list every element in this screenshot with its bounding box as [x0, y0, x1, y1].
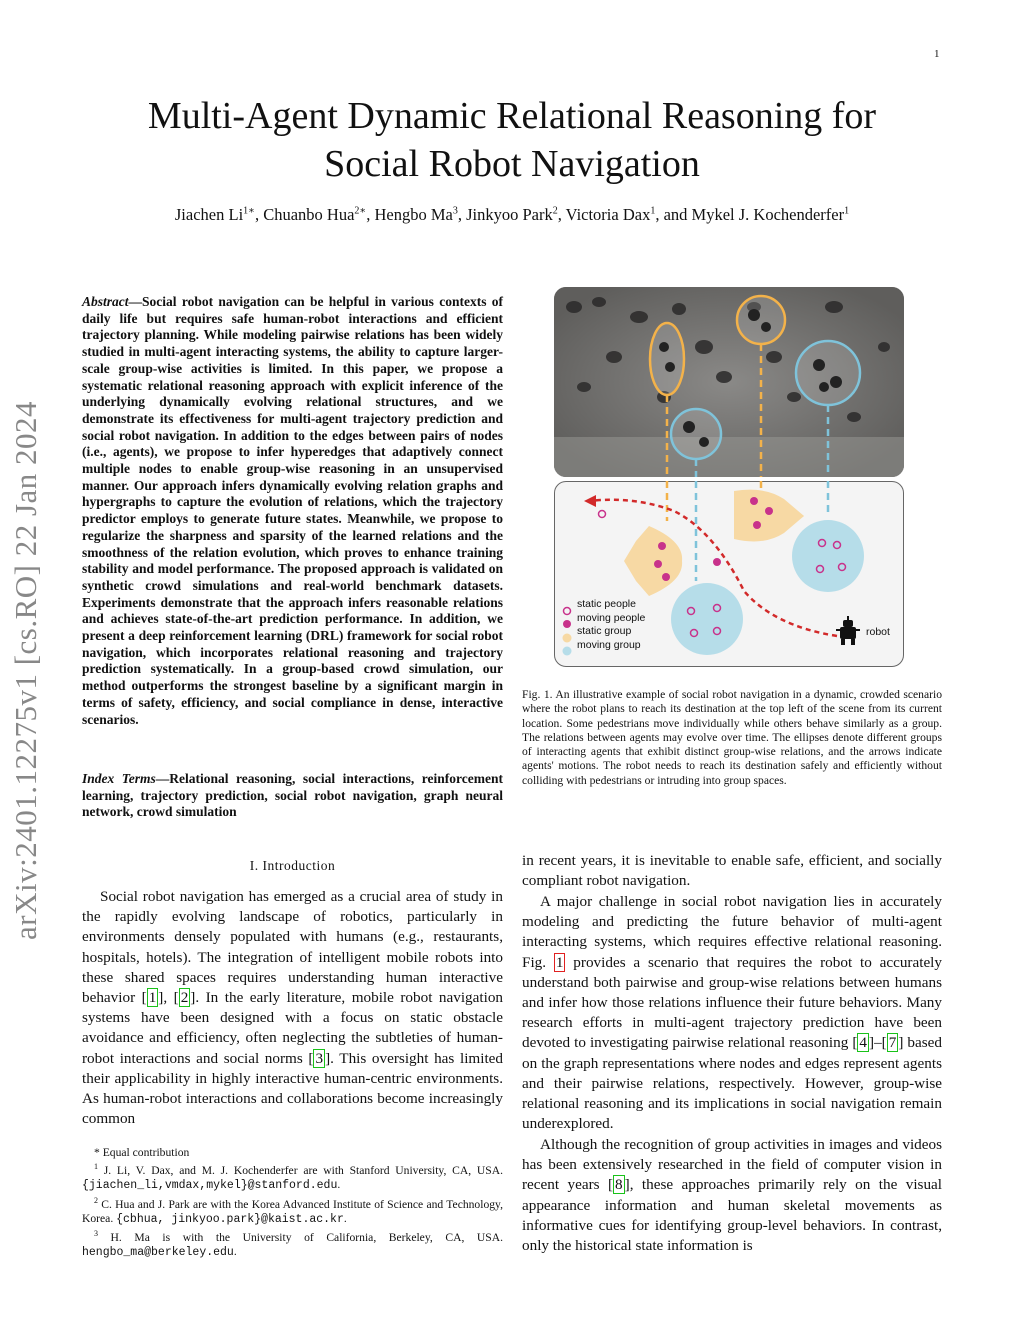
- relation-diagram: [554, 481, 904, 667]
- email-address: hengbo_ma@berkeley.edu: [82, 1246, 234, 1260]
- abstract-label: Abstract: [82, 294, 129, 309]
- text-run: Social robot navigation has emerged as a crucial area of study in the rapidly evolving landscape of robotics, particularly in environments densely populated with humans (e.g., restaurants, hospitals, hotels). The integration of intelligent mobile robots into these shared spaces requires understanding human interactive behavior: [82, 888, 503, 1007]
- index-terms: [82, 771, 503, 821]
- citation-link[interactable]: 2: [180, 989, 189, 1007]
- author-list: Jiachen $Li^{1∗}$, Chuanbo Hua$^{2∗}$, Hengbo Ma$^3$, Jinkyoo Park$^2$, Victoria Dax$^1$, and Mykel J. Kochenderfer$^1$: [174, 205, 850, 224]
- email-address: {jiachen_li,vmdax,mykel}@stanford.edu: [82, 1179, 338, 1193]
- author-affil: 1: [844, 205, 850, 217]
- index-terms-label: Index Terms: [82, 771, 156, 786]
- blue-group-circle: [671, 409, 721, 459]
- author-affil: 1∗: [243, 205, 255, 217]
- footnote-text: J. Li, V. Dax, and M. J. Kochenderfer are with Stanford University, CA, USA.: [98, 1164, 503, 1178]
- author: Victoria Dax: [565, 205, 651, 224]
- citation-link[interactable]: 3: [315, 1049, 324, 1067]
- static-group-blue-bottom: [671, 583, 743, 655]
- goal-arrow: [584, 495, 596, 507]
- abstract-text: —Social robot navigation can be helpful in various contexts of daily life but requires safe human-robot interactions and efficient trajectory planning. While modeling pairwise relations has been widely studied in multi-agent interacting systems, the ability to capture larger-scale group-wise activities is limited. In this paper, we propose a systematic relational reasoning approach with explicit inference of the underlying dynamically evolving relational structures, and we demonstrate its effectiveness for multi-agent trajectory prediction and social robot navigation. In addition to the edges between pairs of nodes (i.e., agents), we propose to infer hyperedges that adaptively connect multiple nodes to enable group-wise reasoning in an unsupervised manner. Our approach infers dynamically evolving relation graphs and hypergraphs to capture the evolution of relations, which the trajectory predictor employs to generate future states. Meanwhile, we propose to regularize the sharpness and sparsity of the learned relations and the smoothness of the relation evolution, which proves to enhance training stability and model performance. The proposed approach is validated on synthetic crowd simulations and real-world benchmark datasets. Experiments demonstrate that the approach infers reasonable relations and achieves state-of-the-art prediction performance. In addition, we present a deep reinforcement learning (DRL) framework for social robot navigation, which incorporates relational reasoning and trajectory prediction systematically. In a group-based crowd simulation, our method outperforms the strongest baseline by a significant margin in terms of safety, efficiency, and social compliance in dense, interactive scenarios.: [82, 294, 503, 727]
- arxiv-stamp: arXiv:2401.12275v1 [cs.RO] 22 Jan 2024: [8, 400, 43, 940]
- citation-link[interactable]: 1: [148, 989, 157, 1007]
- robot-icon: [836, 616, 860, 645]
- title-text: Multi-Agent Dynamic Relational Reasoning for Social Robot Navigation: [147, 95, 877, 185]
- text-run: –: [874, 1034, 882, 1052]
- orange-group-ellipse: [650, 323, 684, 395]
- author-affil: 2: [552, 205, 558, 217]
- legend-moving-people: moving people: [577, 611, 646, 624]
- author: Mykel J. Kochenderfer: [691, 205, 845, 224]
- crowd-photo-graphic: [554, 287, 904, 477]
- figure-caption: Fig. 1. An illustrative example of social robot navigation in a dynamic, crowded scenario where the robot plans to reach its destination at the top left of the scene from its current location. Some pedestrians move individually while others behave similarly as a group. The relations between agents may evolve over time. The ellipses denote different groups of interacting agents that exhibit distinct group-wise relations, and the arrows indicate agents' motions. The robot needs to reach its destination safely and efficiently without colliding with pedestrians or intruding into group spaces.: [522, 688, 942, 787]
- figure-ref-link[interactable]: 1: [555, 953, 564, 971]
- footnote-text: H. Ma is with the University of California, Berkeley, CA, USA.: [98, 1231, 503, 1245]
- text-run: . In the early literature, mobile robot navigation systems have been designed with a focus on static obstacle avoidance and efficiency, often neglecting the subtleties of human-robot interactions and social norms: [82, 989, 504, 1067]
- citation-link[interactable]: 4: [859, 1034, 867, 1052]
- intro-paragraph-1: Social robot navigation has emerged as a crucial area of study in the rapidly evolving landscape of robotics, particularly in environments densely populated with humans (e.g., restaurants, hospitals, hotels). The integration of intelligent mobile robots into these shared spaces requires understanding human interactive behavior [ 1 ], [ 2 ]. In the early literature, mobile robot navigation systems have been designed with a focus on static obstacle avoidance and efficiency, often neglecting the subtleties of human-robot interactions and social norms [ 3 ]. This oversight has limited their applicability in highly interactive human-centric environments. As human-robot interactions and collaborations become increasingly common: [82, 888, 504, 1128]
- footnote-text: C. Hua and J. Park are with the Korea Advanced Institute of Science and Technology, Korea.: [82, 1197, 503, 1225]
- figure-legend: [577, 598, 645, 652]
- paper-title: [0, 92, 1024, 188]
- author: Chuanbo Hua: [263, 205, 355, 224]
- footnote-mark: 3: [94, 1229, 98, 1239]
- citation-link[interactable]: 8: [615, 1176, 623, 1194]
- static-group-blue: [792, 520, 864, 592]
- footnote-3: $^3$ H. Ma is with the University of California, Berkeley, CA, USA. hengbo_ma@berkeley.edu.: [82, 1229, 503, 1260]
- text-run: provides a scenario that requires the robot to accurately understand both pairwise and group-wise relations between humans and infer how those relations influence their future behaviors. Many research efforts in multi-agent trajectory prediction have been devoted to investigating pairwise relational reasoning: [522, 953, 942, 1052]
- footnote-mark: 2: [94, 1195, 98, 1205]
- intro-paragraph-1-continued: in recent years, it is inevitable to enable safe, efficient, and socially compliant robot navigation.: [522, 852, 942, 890]
- legend-moving-group: moving group: [577, 638, 641, 651]
- blue-group-circle: [796, 341, 860, 405]
- text-run: Although the recognition of group activities in images and videos has been extensively researched in the field of computer vision in recent years: [522, 1136, 942, 1194]
- text-run: . This oversight has limited their applicability in highly interactive human-centric environments. As human-robot interactions and collaborations become increasingly common: [82, 1049, 503, 1128]
- orange-group-circle: [737, 296, 785, 344]
- footnote-mark: 1: [94, 1162, 98, 1172]
- intro-paragraph-2: A major challenge in social robot navigation lies in accurately modeling and predicting the future behavior of multi-agent interacting systems, which requires effective relational reasoning. Fig. 1 provides a scenario that requires the robot to accurately understand both pairwise and group-wise relations between humans and infer how those relations influence their future behaviors. Many research efforts in multi-agent trajectory prediction have been devoted to investigating pairwise relational reasoning [ 4 ]–[ 7 ] based on the graph representations where nodes and edges represent agents and their pairwise relations, respectively. However, group-wise relational reasoning and its implications in social navigation remain underexplored.: [522, 893, 942, 1133]
- citation-link[interactable]: 7: [888, 1034, 897, 1052]
- text-run: , these approaches primarily rely on the visual appearance information and human skeletal movements as informative cues for identifying group-level behaviors. In contrast, only the historical state information is: [522, 1176, 942, 1255]
- text-run: A major challenge in social robot navigation lies in accurately modeling and predicting the future behavior of multi-agent interacting systems, which requires effective relational reasoning. Fig.: [522, 893, 942, 971]
- author-affil: 1: [650, 205, 656, 217]
- footnote-2: $^2$ C. Hua and J. Park are with the Korea Advanced Institute of Science and Technology, Korea. {cbhua, jinkyoo.park}@kaist.ac.kr.: [82, 1195, 503, 1226]
- section-heading: I. Introduction: [249, 858, 336, 873]
- author: Hengbo Ma: [374, 205, 453, 224]
- author-affil: 3: [452, 205, 458, 217]
- author-affil: 2∗: [354, 205, 367, 217]
- text-run: based on the graph representations where nodes and edges represent agents and their pairwise relations, respectively. However, group-wise relational reasoning and its implications in social navigation remain underexplored.: [522, 1034, 942, 1133]
- footnote-1: $^1$ J. Li, V. Dax, and M. J. Kochenderfer are with Stanford University, CA, USA. {jiachen_li,vmdax,mykel}@stanford.edu.: [82, 1162, 503, 1193]
- intro-paragraph-3: Although the recognition of group activities in images and videos has been extensively researched in the field of computer vision in recent years [ 8 ], these approaches primarily rely on the visual appearance information and human skeletal movements as informative cues for identifying group-level behaviors. In contrast, only the historical state information is: [522, 1136, 942, 1255]
- page-number: 1: [934, 48, 940, 60]
- footnote-equal: * Equal contribution: [94, 1146, 190, 1159]
- index-terms-text: —Relational reasoning, social interactions, reinforcement learning, trajectory prediction, social robot navigation, graph neural network, crowd simulation: [82, 771, 503, 820]
- legend-static-group: static group: [577, 625, 632, 637]
- author: Jiachen Li: [174, 205, 244, 224]
- legend-static-people: static people: [577, 598, 636, 610]
- author: Jinkyoo Park: [466, 205, 553, 224]
- robot-label: robot: [866, 626, 890, 638]
- email-address: {cbhua, jinkyoo.park}@kaist.ac.kr: [116, 1212, 344, 1226]
- abstract: [82, 294, 503, 728]
- crowd-photo: [554, 287, 904, 477]
- footnotes: [82, 1146, 503, 1261]
